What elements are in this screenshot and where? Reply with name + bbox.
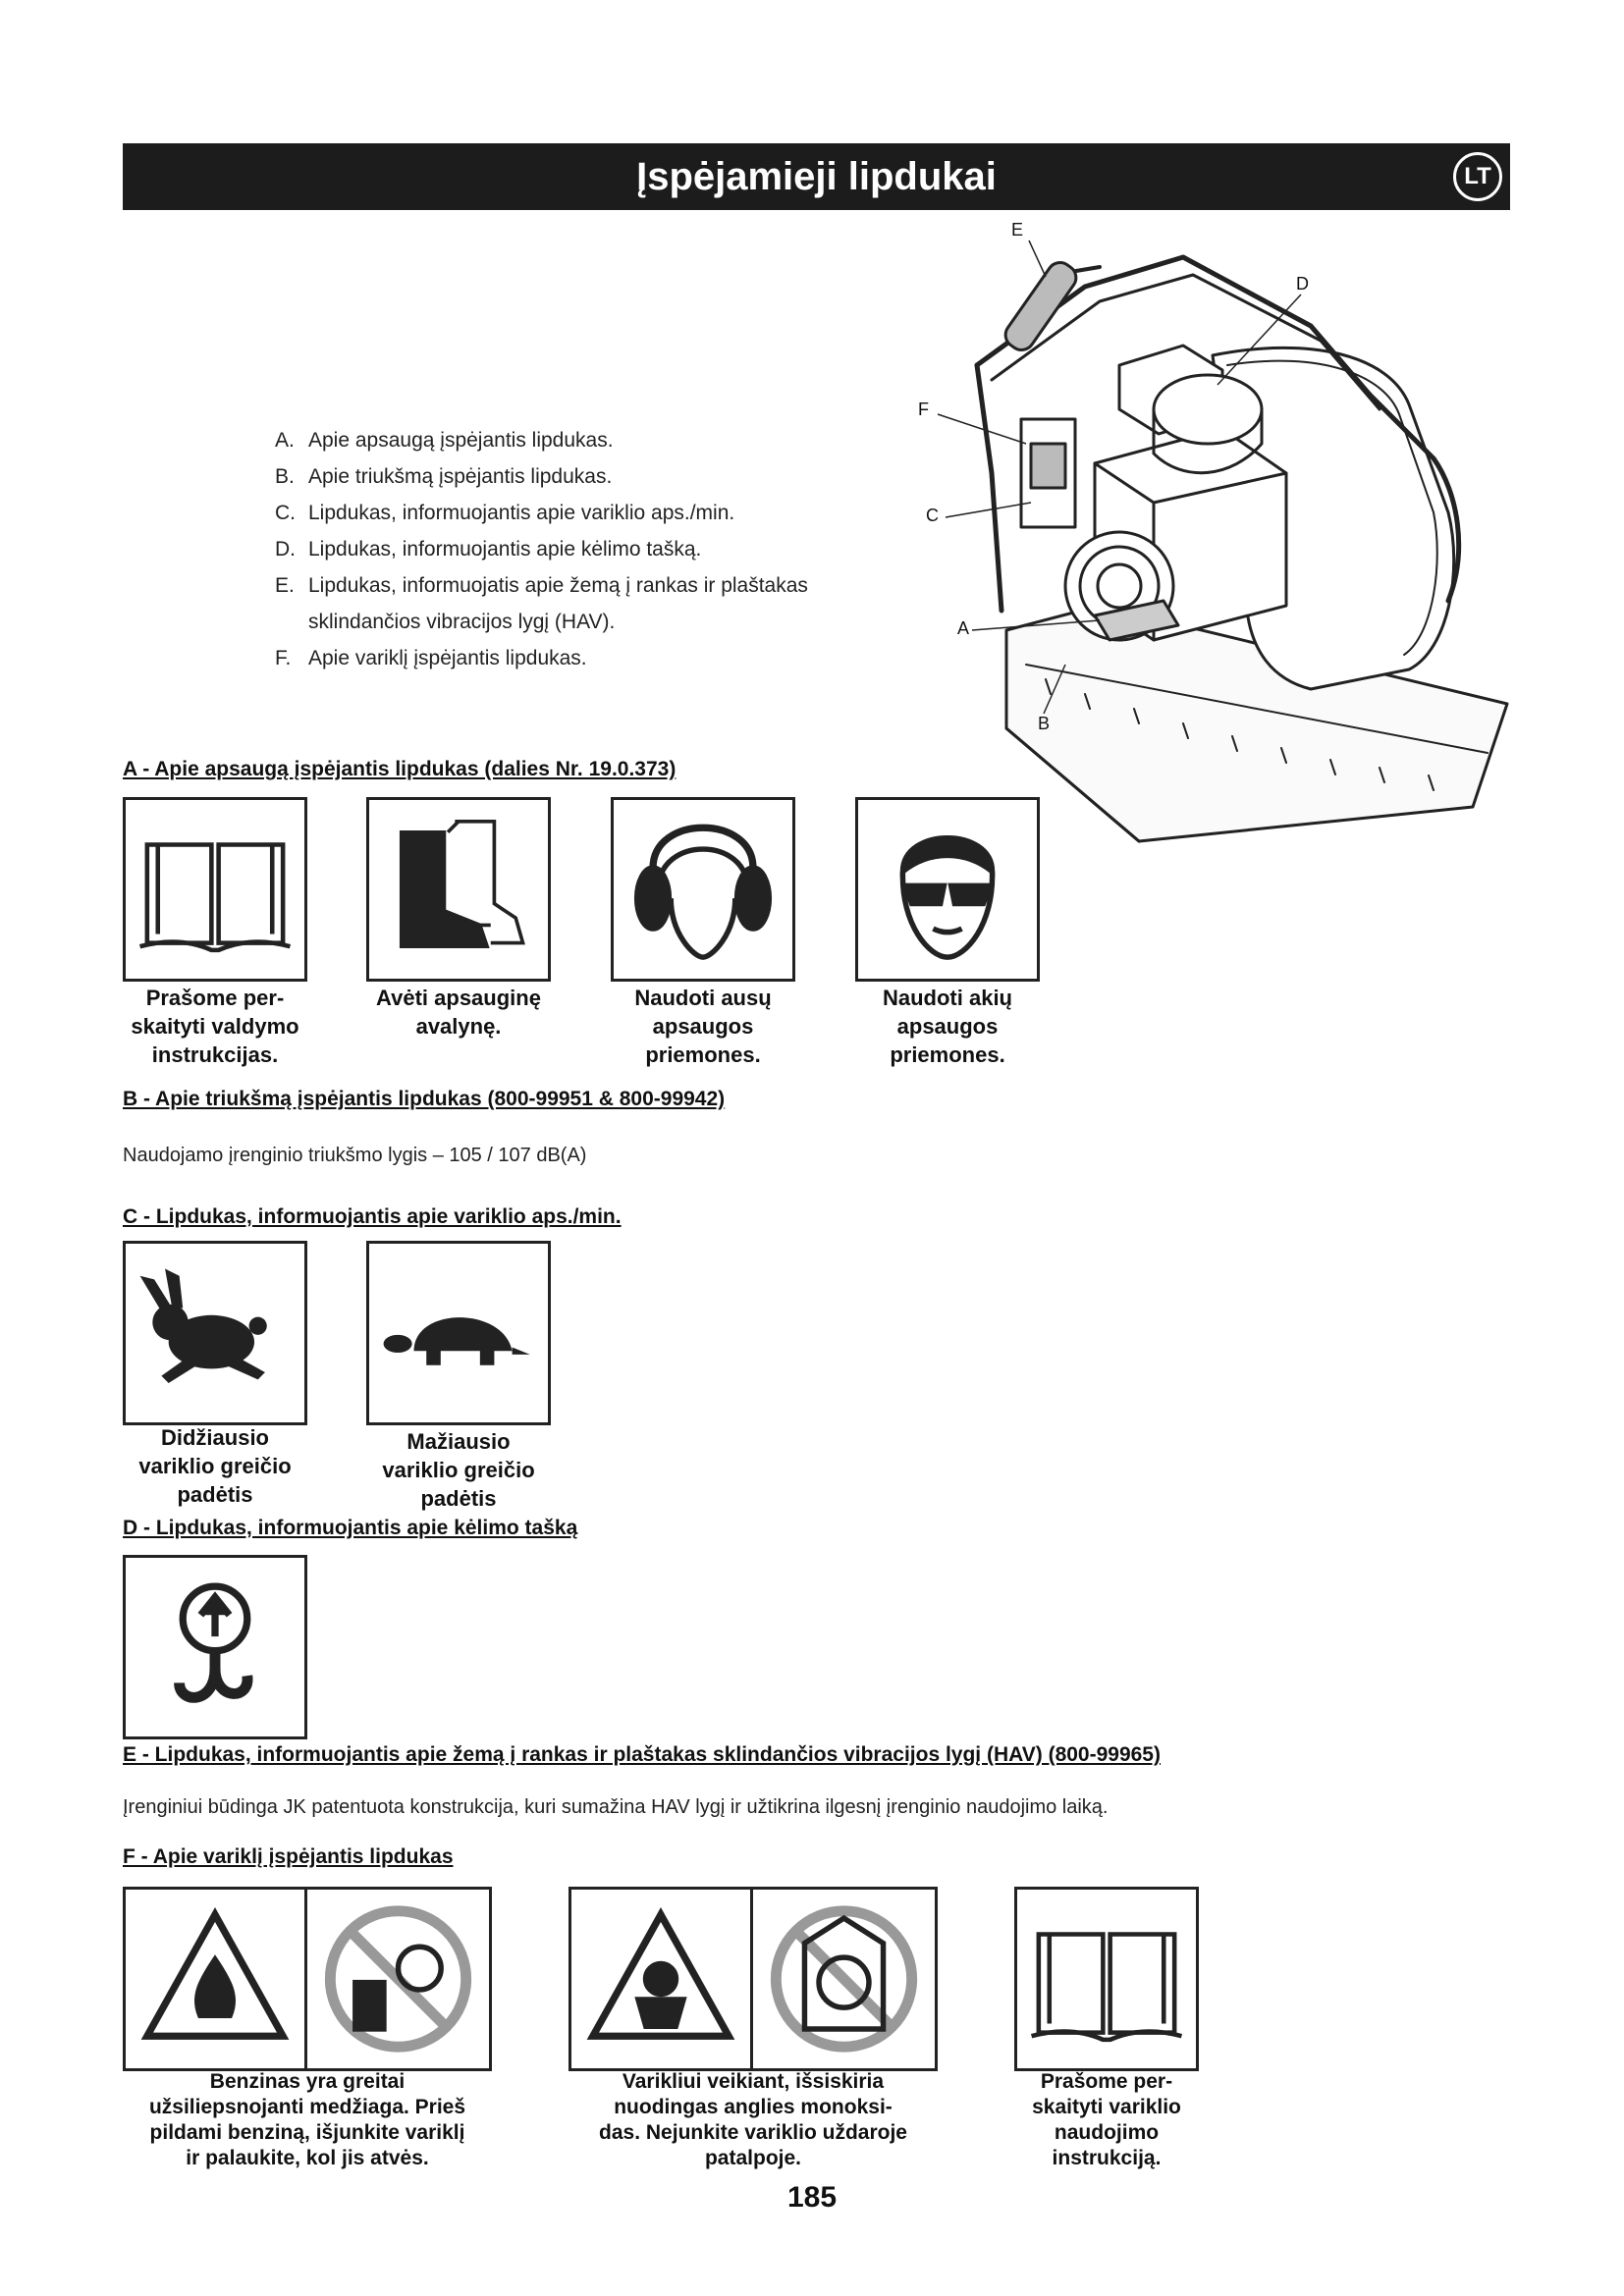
diagram-label-e: E — [1011, 220, 1024, 240]
rabbit-icon — [123, 1241, 307, 1425]
legend-item: D. Lipdukas, informuojantis apie kėlimo tašką. — [275, 538, 702, 561]
fuel-warning-icon — [123, 1887, 492, 2071]
page-header — [123, 143, 1510, 210]
section-d-title: D - Lipdukas, informuojantis apie kėlimo tašką — [123, 1517, 578, 1539]
safety-boot-icon — [366, 797, 551, 982]
page-title: Įspėjamieji lipdukai — [636, 155, 997, 198]
caption-read-manual: Prašome per- skaityti valdymo instrukcijas. — [131, 986, 299, 1067]
eye-protection-icon — [855, 797, 1040, 982]
book-icon — [123, 797, 307, 982]
machine-diagram — [898, 218, 1527, 866]
sticker-legend — [275, 422, 825, 676]
noise-level-text: Naudojamo įrenginio triukšmo lygis – 105 / 107 dB(A) — [123, 1145, 587, 1166]
diagram-label-b: B — [1038, 714, 1051, 733]
lifting-hook-icon — [123, 1555, 307, 1739]
legend-item: F. Apie variklį įspėjantis lipdukas. — [275, 647, 587, 669]
section-c-title: C - Lipdukas, informuojantis apie variklio aps./min. — [123, 1205, 622, 1228]
section-e-title: E - Lipdukas, informuojantis apie žemą į rankas ir plaštakas sklindančios vibracijos lygį (HAV) (800-99965) — [123, 1743, 1161, 1766]
diagram-label-a: A — [957, 618, 970, 638]
caption-ear-protection: Naudoti ausų apsaugos priemones. — [634, 986, 772, 1067]
hav-text: Įrenginiui būdinga JK patentuota konstrukcija, kuri sumažina HAV lygį ir užtikrina ilgesnį įrenginio naudojimo laiką. — [123, 1796, 1109, 1818]
caption-engine-manual: Prašome per- skaityti variklio naudojimo instrukciją. — [1032, 2070, 1181, 2169]
section-f-title: F - Apie variklį įspėjantis lipdukas — [123, 1845, 454, 1868]
section-a-title: A - Apie apsaugą įspėjantis lipdukas (dalies Nr. 19.0.373) — [123, 758, 677, 780]
legend-item: A. Apie apsaugą įspėjantis lipdukas. — [275, 429, 614, 452]
caption-safety-boots: Avėti apsauginę avalynę. — [376, 986, 541, 1039]
caption-eye-protection: Naudoti akių apsaugos priemones. — [882, 986, 1012, 1067]
caption-fuel-warning: Benzinas yra greitai užsiliepsnojanti medžiaga. Prieš pildami benziną, išjunkite variklį ir palaukite, kol jis atvės. — [148, 2070, 466, 2169]
book-icon — [1014, 1887, 1199, 2071]
caption-min-speed: Mažiausio variklio greičio padėtis — [382, 1429, 535, 1511]
page-number: 185 — [786, 2181, 838, 2214]
section-b-title: B - Apie triukšmą įspėjantis lipdukas (800-99951 & 800-99942) — [123, 1088, 726, 1110]
diagram-label-d: D — [1296, 274, 1309, 294]
caption-max-speed: Didžiausio variklio greičio padėtis — [138, 1425, 292, 1507]
carbon-monoxide-warning-icon — [568, 1887, 938, 2071]
legend-item: C. Lipdukas, informuojantis apie variklio aps./min. — [275, 502, 735, 524]
turtle-icon — [366, 1241, 551, 1425]
ear-protection-icon — [611, 797, 795, 982]
legend-item: B. Apie triukšmą įspėjantis lipdukas. — [275, 465, 613, 488]
diagram-label-f: F — [918, 400, 929, 419]
legend-item: E. Lipdukas, informuojatis apie žemą į rankas ir plaštakas sklindančios vibracijos lygį (HAV). — [275, 574, 808, 633]
plate-compactor-illustration — [898, 218, 1527, 866]
diagram-label-c: C — [926, 506, 939, 525]
language-badge: LT — [1453, 152, 1502, 201]
caption-co-warning: Varikliui veikiant, išsiskiria nuodingas anglies monoksi- das. Nejunkite variklio uždaroje patalpoje. — [599, 2070, 907, 2169]
